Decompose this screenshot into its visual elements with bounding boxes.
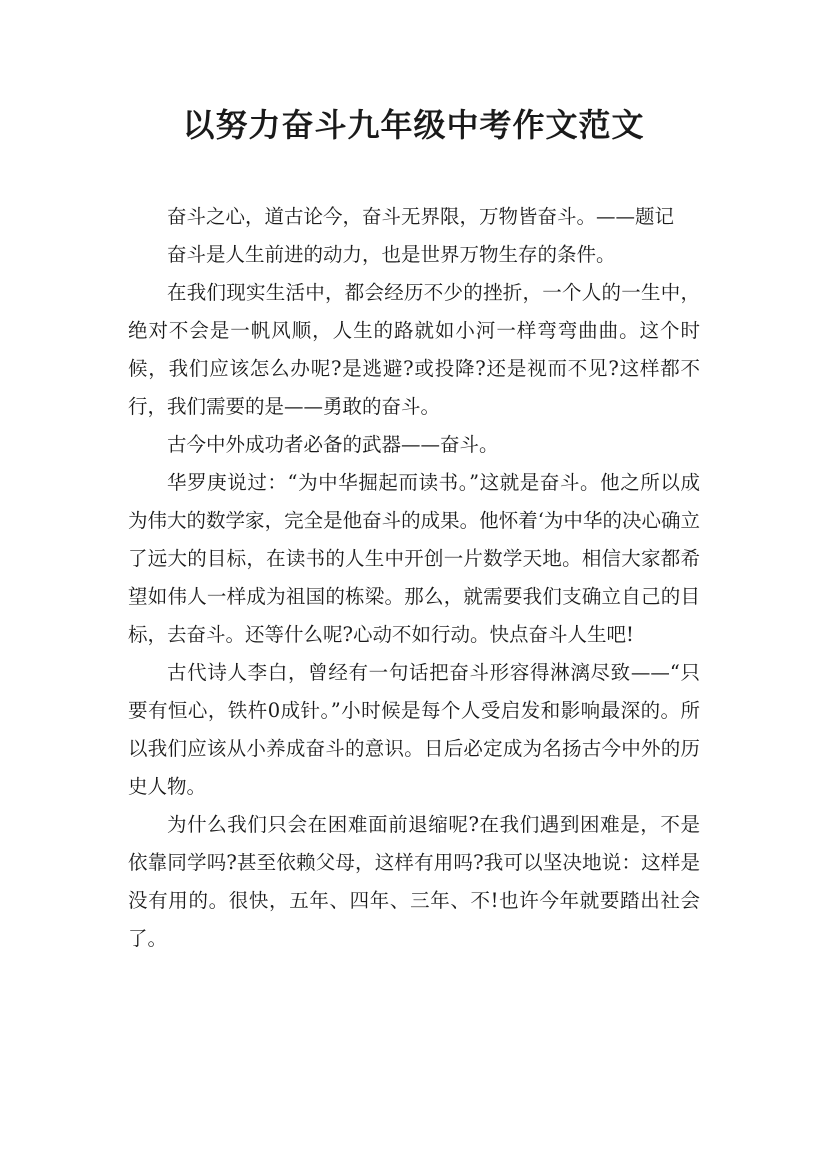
paragraph: 古今中外成功者必备的武器——奋斗。 <box>167 433 499 456</box>
paragraph: 古代诗人李白，曾经有一句话把奋斗形容得淋漓尽致——“只要有恒心，铁杵0成针。”小时候是每个人受启发和影响最深的。所以我们应该从小养成奋斗的意识。日后必定成为名扬古今中外的历史人物。 <box>128 661 700 798</box>
paragraph: 在我们现实生活中，都会经历不少的挫折，一个人的一生中，绝对不会是一帆风顺，人生的路就如小河一样弯弯曲曲。这个时候，我们应该怎么办呢?是逃避?或投降?还是视而不见?这样都不行，我们需要的是——勇敢的奋斗。 <box>128 281 700 418</box>
paragraph: 华罗庚说过：“为中华掘起而读书。”这就是奋斗。他之所以成为伟大的数学家，完全是他奋斗的成果。他怀着‘为中华的决心确立了远大的目标，在读书的人生中开创一片数学天地。相信大家都希望如伟人一样成为祖国的栋梁。那么，就需要我们支确立自己的目标，去奋斗。还等什么呢?心动不如行动。快点奋斗人生吧! <box>128 471 700 646</box>
paragraph: 为什么我们只会在困难面前退缩呢?在我们遇到困难是，不是依靠同学吗?甚至依赖父母，这样有用吗?我可以坚决地说：这样是没有用的。很快，五年、四年、三年、不!也许今年就要踏出社会了。 <box>128 813 700 950</box>
document-body <box>128 198 700 958</box>
document-title: 以努力奋斗九年级中考作文范文 <box>182 106 645 144</box>
paragraph: 奋斗是人生前进的动力，也是世界万物生存的条件。 <box>167 243 616 266</box>
paragraph-epigraph: 奋斗之心，道古论今，奋斗无界限，万物皆奋斗。——题记 <box>167 205 675 228</box>
